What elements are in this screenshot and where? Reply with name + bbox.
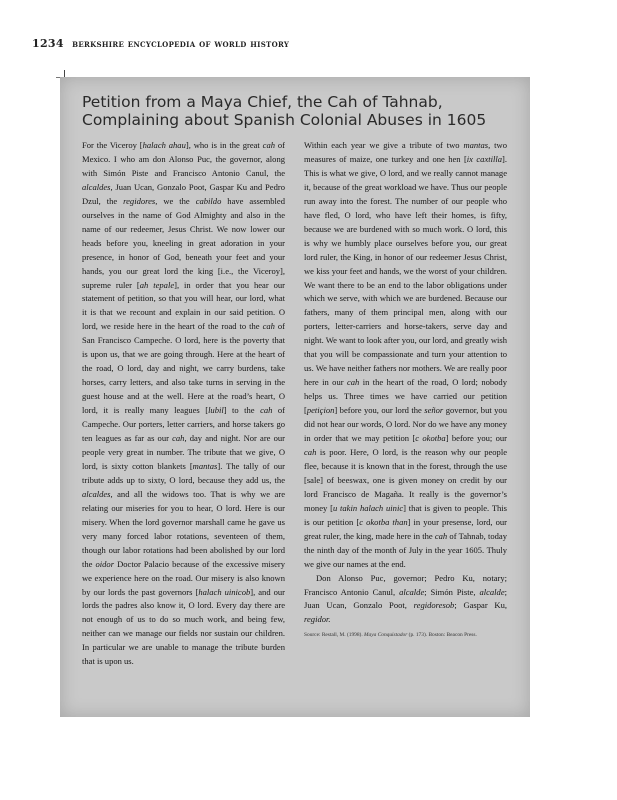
sidebar-title-line-2: Complaining about Spanish Colonial Abuses in 1605 — [82, 111, 487, 129]
source-citation: Source: Restall, M. (1998). Maya Conquistador (p. 173). Boston: Beacon Press. — [304, 632, 477, 639]
sidebar-title — [82, 93, 512, 129]
petition-column-right — [304, 139, 507, 640]
sidebar-box — [60, 77, 530, 717]
sidebar-title-line-1: Petition from a Maya Chief, the Cah of Tahnab, — [82, 93, 443, 111]
petition-text-left: For the Viceroy [halach ahau], who is in the great cah of Mexico. I who am don Alonso Puc, the governor, along with Simón Piste and Francisco Antonio Canul, the alcaldes, Juan Ucan, Gonzalo Poot, Gaspar Ku and Pedro Dzul, the regidores, we the cabildo have assembled ourselves in the name of God Almighty and also in the name of our redeemer, Jesus Christ. We now lower our heads before you, kneeling in great adoration in your presence, in honor of God, beneath your feet and your hands, you our great lord the king [i.e., the Viceroy], supreme ruler [ah tepale], in order that you hear our statement of petition, so that you will hear, our lord, what it is that we recount and explain in our said petition. O lord, we reside here in the heart of the road to the cah of San Francisco Campeche. O lord, here is the poverty that is upon us, that we are going through. Here at the heart of the road, O lord, day and night, we carry burdens, take horses, carry letters, and also take turns in serving in the guest house and at the well. Here at the road’s heart, O lord, it is really many leagues [lubil] to the cah of Campeche. Our porters, letter carriers, and horse takers go ten leagues as far as our cah, day and night. Nor are our people very great in number. The tribute that we give, O lord, is sixty cotton blankets [mantas]. The tally of our tribute adds up to sixty, O lord, because they add us, the alcaldes, and all the widows too. That is why we are relating our miseries for you to hear, O lord. Here is our misery. When the lord governor marshall came he gave us very many forced labor rotations, seventeen of them, though our labor rotations had been abolished by our lord the oidor Doctor Palacio because of the excessive misery we experience here on the road. Our misery is also known by our lords the past governors [halach uinicob], and our lords the padres also know it, O lord. Every day there are not enough of us to do so much work, and being few, neither can we manage our fields nor sustain our children. In particular we are unable to manage the tribute burden that is upon us. — [82, 140, 286, 667]
book-title: berkshire encyclopedia of world history — [72, 39, 290, 50]
petition-text-right: Within each year we give a tribute of two mantas, two measures of maize, one turkey and one hen [ix caxtilla]. This is what we give, O lord, and we really cannot manage it, because of the great workload we have. Thus our people run away into the forest. The number of our people who have fled, O lord, who have left their homes, is fifty, because we are burdened with so much work. O lord, this is why we humbly place ourselves before you, our great lord ruler, the King, in honor of our redeemer Jesus Christ, we kiss your feet and hands, we the worst of your children. We want there to be an end to the labor obligations under which we serve, with which we are burdened. Because our fathers, many of them principal men, along with our porters, letter-carriers and horse-takers, serve day and night. We want to look after you, our lord, and greatly wish that you will be compassionate and turn your attention to us. We have neither fathers nor mothers. We are really poor here in our cah in the heart of the road, O lord; nobody helps us. Three times we have carried our petition [petiçion] before you, our lord the señor governor, but you did not hear our words, O lord. Nor do we have any money in order that we may petition [c okotba] before you; our cah is poor. Here, O lord, is the reason why our people flee, because it is known that in the forest, through the use [sale] of beeswax, one is given money on credit by our lord Francisco de Magaña. It really is the governor’s money [u takin halach uinic] that is given to people. This is our petition [c okotba than] in your presense, lord, our great ruler, the king, made here in the cah of Tahnab, today the ninth day of the month of July in the year 1605. Thuly we give our names at the end. — [304, 140, 508, 569]
petition-signatures: Don Alonso Puc, governor; Pedro Ku, notary; Francisco Antonio Canul, alcalde; Simón Piste, alcalde; Juan Ucan, Gonzalo Poot, regidoresob; Gaspar Ku, regidor. — [304, 572, 508, 625]
running-head — [32, 37, 289, 50]
petition-column-left — [82, 139, 285, 669]
page-number: 1234 — [32, 37, 64, 50]
